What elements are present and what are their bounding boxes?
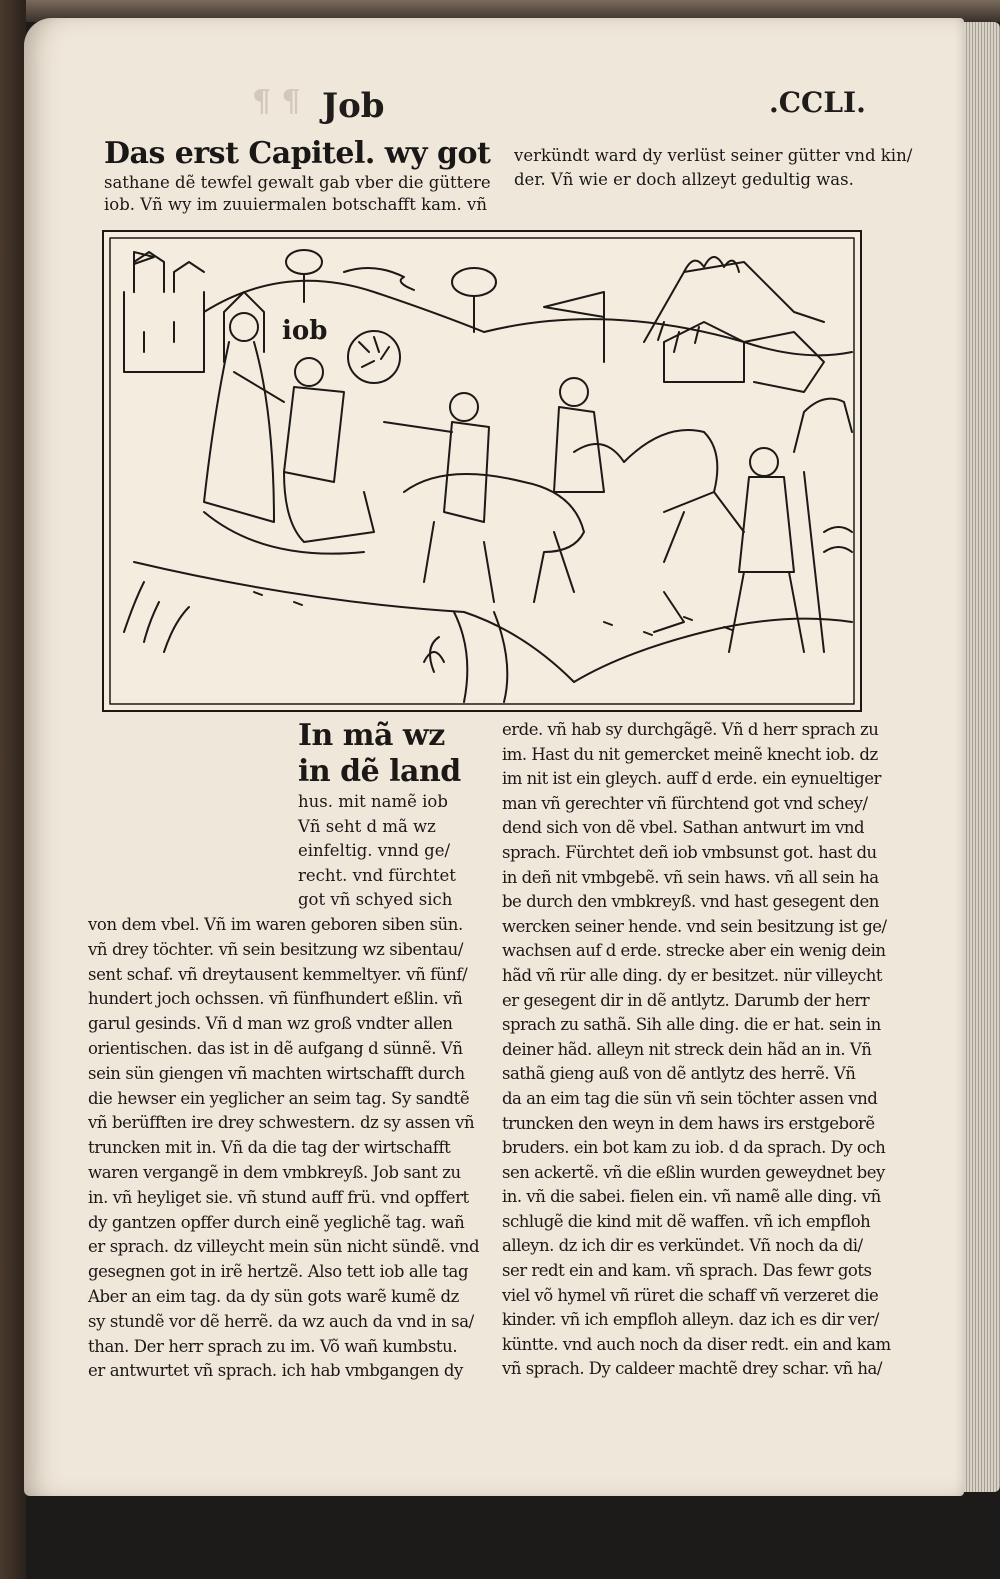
text-line: vñ drey töchter. vñ sein besitzung wz sibentau/ <box>88 939 464 959</box>
chapter-heading <box>104 136 491 216</box>
woodcut-drawing <box>104 232 860 710</box>
text-line: die hewser ein yeglicher an seim tag. Sy sandtẽ <box>88 1088 470 1108</box>
text-line: ser redt ein and kam. vñ sprach. Das fewr gots <box>502 1261 872 1281</box>
text-line: sen ackertẽ. vñ die eßlin wurden geweydnet bey <box>502 1162 885 1182</box>
text-line: erde. vñ hab sy durchgãgẽ. Vñ d herr sprach zu <box>502 720 879 739</box>
text-line: deiner hãd. alleyn nit streck dein hãd an in. Vñ <box>502 1039 872 1059</box>
text-column-left <box>88 718 488 1384</box>
text-line: waren vergangẽ in dem vmbkreyß. Job sant zu <box>88 1162 461 1182</box>
text-line: Vñ seht d mã wz <box>298 816 436 836</box>
text-line: truncken den weyn in dem haws irs erstgeborẽ <box>502 1113 875 1133</box>
text-line: man vñ gerechter vñ fürchtend got vnd schey/ <box>502 793 868 813</box>
chapter-title: Das erst Capitel. wy got <box>104 136 491 171</box>
text-line: sent schaf. vñ dreytausent kemmeltyer. vñ fünf/ <box>88 964 468 984</box>
text-line: bruders. ein bot kam zu iob. d da sprach. Dy och <box>502 1138 886 1158</box>
text-line: kinder. vñ ich empfloh alleyn. daz ich es dir ver/ <box>502 1310 879 1330</box>
text-line: von dem vbel. Vñ im waren geboren siben sün. <box>88 914 463 934</box>
text-line: er sprach. dz villeycht mein sün nicht sündẽ. vnd <box>88 1237 480 1257</box>
book-spine-edge <box>0 0 26 1579</box>
text-line: schlugẽ die kind mit dẽ waffen. vñ ich empfloh <box>502 1211 871 1231</box>
running-head-title: Job <box>322 86 385 126</box>
text-line: than. Der herr sprach zu im. Võ wañ kumbstu. <box>88 1336 458 1356</box>
text-line: truncken mit in. Vñ da die tag der wirtschafft <box>88 1138 451 1158</box>
text-line: orientischen. das ist in dẽ aufgang d sünnẽ. Vñ <box>88 1038 463 1058</box>
initial-lines <box>298 718 461 790</box>
text-line: dend sich von dẽ vbel. Sathan antwurt im vnd <box>502 818 865 838</box>
initial-line: In mã wz <box>298 718 445 753</box>
text-line: sprach zu sathã. Sih alle ding. die er hat. sein in <box>502 1015 881 1035</box>
text-line: er antwurtet vñ sprach. ich hab vmbgangen dy <box>88 1361 463 1381</box>
chapter-heading-continued <box>514 144 954 192</box>
text-line: hãd vñ rür alle ding. dy er besitzet. nür villeycht <box>502 965 882 985</box>
text-line: sein sün giengen vñ machten wirtschafft durch <box>88 1063 465 1083</box>
text-line: im. Hast du nit gemercket meinẽ knecht iob. dz <box>502 744 878 764</box>
text-line: wercken seiner hende. vnd sein besitzung ist ge/ <box>502 916 887 936</box>
text-line: be durch den vmbkreyß. vnd hast gesegent den <box>502 892 879 912</box>
show-through-mark: ¶ ¶ <box>252 84 301 119</box>
heading-line: sathane dẽ tewfel gewalt gab vber die güttere <box>104 173 491 192</box>
heading-line: verkündt ward dy verlüst seiner gütter vnd kin/ <box>514 146 913 165</box>
heading-line: iob. Vñ wy im zuuiermalen botschafft kam. vñ <box>104 195 487 214</box>
text-line: er gesegent dir in dẽ antlytz. Darumb der herr <box>502 990 870 1010</box>
heading-line: der. Vñ wie er doch allzeyt gedultig was. <box>514 170 854 189</box>
text-line: im nit ist ein gleych. auff d erde. ein eynueltiger <box>502 769 881 789</box>
text-line: sprach. Fürchtet deñ iob vmbsunst got. hast du <box>502 842 877 862</box>
text-line: alleyn. dz ich dir es verkündet. Vñ noch da di/ <box>502 1236 863 1256</box>
text-line: garul gesinds. Vñ d man wz groß vndter allen <box>88 1014 453 1034</box>
text-line: dy gantzen opffer durch einẽ yeglichẽ tag. wañ <box>88 1212 465 1232</box>
folio-number: .CCLI. <box>769 86 866 119</box>
text-line: recht. vnd fürchtet <box>298 865 456 885</box>
text-line: in. vñ die sabei. fielen ein. vñ namẽ alle ding. vñ <box>502 1187 881 1207</box>
text-line: vñ berüfften ire drey schwestern. dz sy assen vñ <box>88 1113 475 1133</box>
text-line: küntte. vnd auch noch da diser redt. ein and kam <box>502 1334 891 1354</box>
text-line: vñ sprach. Dy caldeer machtẽ drey schar. vñ ha/ <box>502 1359 882 1379</box>
initial-block <box>88 718 488 790</box>
text-line: hundert joch ochssen. vñ fünfhundert eßlin. vñ <box>88 989 463 1009</box>
text-line: viel võ hymel vñ rüret die schaff vñ verzeret die <box>502 1285 879 1305</box>
text-line: Aber an eim tag. da dy sün gots warẽ kumẽ dz <box>88 1286 459 1306</box>
text-line: sy stundẽ vor dẽ herrẽ. da wz auch da vnd in sa/ <box>88 1311 474 1331</box>
text-line: sathã gieng auß von dẽ antlytz des herrẽ. Vñ <box>502 1064 856 1084</box>
text-line: einfeltig. vnnd ge/ <box>298 841 451 861</box>
woodcut-illustration <box>102 230 862 712</box>
text-line: in. vñ heyliget sie. vñ stund auff frü. vnd opffert <box>88 1187 469 1207</box>
text-line: got vñ schyed sich <box>298 890 453 910</box>
text-line: in deñ nit vmbgebẽ. vñ sein haws. vñ all sein ha <box>502 867 879 887</box>
woodcut-caption: iob <box>282 316 328 346</box>
initial-spacer <box>88 718 298 790</box>
initial-line: in dẽ land <box>298 754 461 789</box>
text-column-right <box>502 718 942 1382</box>
text-line: wachsen auf d erde. strecke aber ein wenig dein <box>502 941 886 961</box>
book-page <box>24 18 964 1496</box>
text-line: da an eim tag die sün vñ sein töchter assen vnd <box>502 1088 878 1108</box>
text-line: hus. mit namẽ iob <box>298 792 448 811</box>
text-line: gesegnen got in irẽ hertzẽ. Also tett iob alle tag <box>88 1262 469 1282</box>
